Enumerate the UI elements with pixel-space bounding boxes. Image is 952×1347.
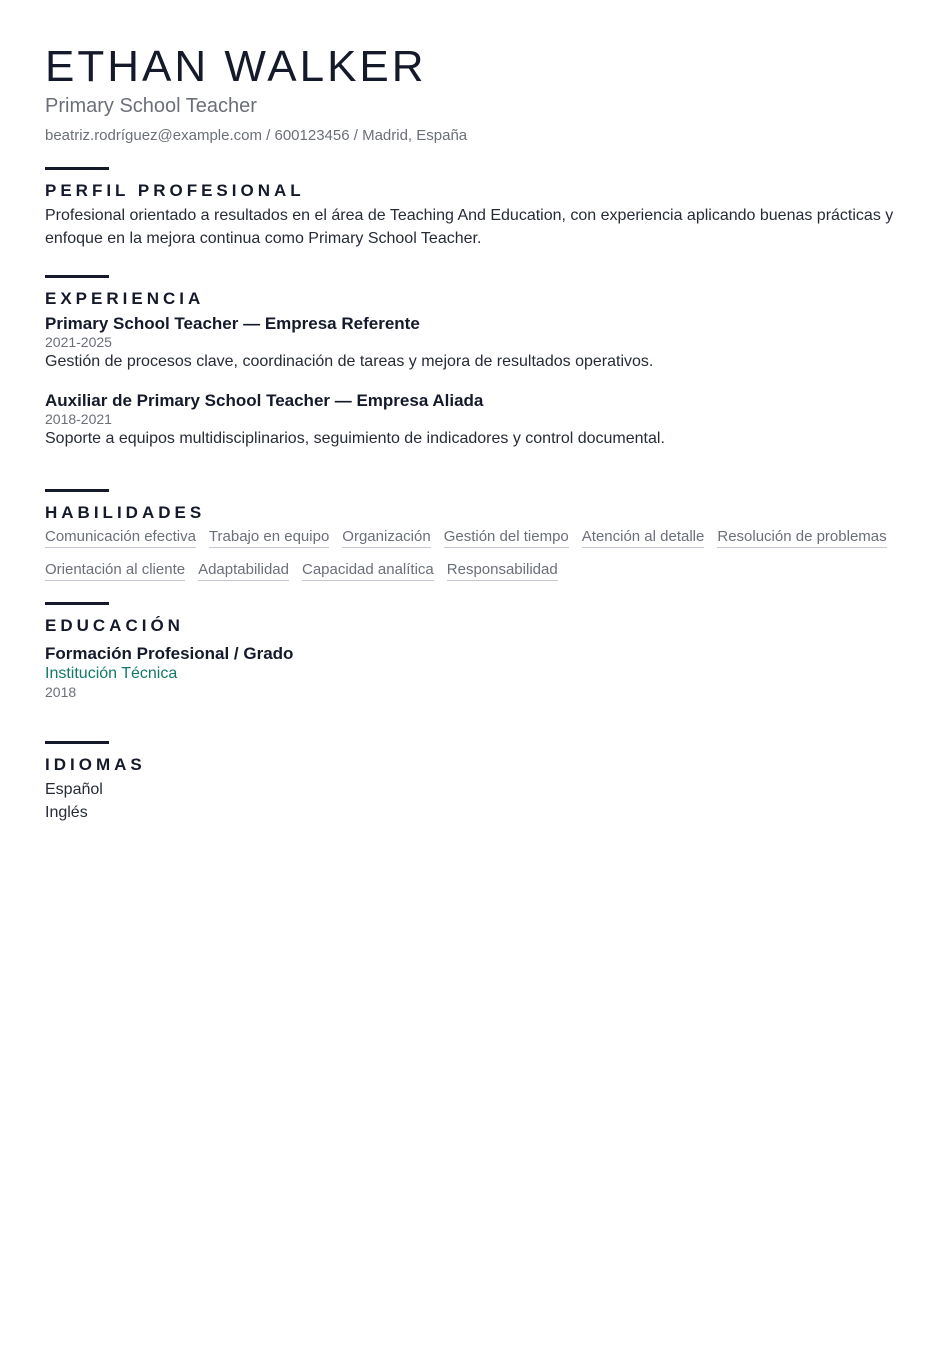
skill-tag: Atención al detalle	[582, 527, 705, 548]
skills-heading: HABILIDADES	[45, 503, 206, 522]
contact-line: beatriz.rodríguez@example.com / 600123456 / Madrid, España	[45, 127, 468, 144]
skill-tag: Responsabilidad	[447, 560, 558, 581]
section-divider	[45, 275, 109, 278]
resume-header	[45, 42, 907, 146]
job-description: Soporte a equipos multidisciplinarios, seguimiento de indicadores y control documental.	[45, 430, 665, 447]
education-section	[45, 602, 907, 702]
skills-section	[45, 489, 907, 593]
language-item: Inglés	[45, 804, 88, 821]
profile-section	[45, 167, 907, 250]
languages-heading: IDIOMAS	[45, 755, 146, 774]
job-entry	[45, 391, 907, 449]
languages-section	[45, 741, 907, 824]
languages-list	[45, 778, 907, 824]
profile-text: Profesional orientado a resultados en el área de Teaching And Education, con experiencia aplicando buenas prácticas y enfoque en la mejora continua como Primary School Teacher.	[45, 207, 894, 247]
skill-tag: Adaptabilidad	[198, 560, 289, 581]
education-institution: Institución Técnica	[45, 665, 178, 682]
experience-section	[45, 275, 907, 449]
language-item: Español	[45, 781, 103, 798]
education-degree: Formación Profesional / Grado	[45, 644, 294, 663]
skill-tag: Gestión del tiempo	[444, 527, 569, 548]
candidate-name: ETHAN WALKER	[45, 42, 427, 91]
section-divider	[45, 741, 109, 744]
job-title: Primary School Teacher — Empresa Referente	[45, 314, 420, 333]
education-heading: EDUCACIÓN	[45, 616, 184, 635]
candidate-role: Primary School Teacher	[45, 95, 257, 117]
skill-tag: Resolución de problemas	[717, 527, 886, 548]
skill-tag: Organización	[342, 527, 430, 548]
skill-tag: Capacidad analítica	[302, 560, 434, 581]
section-divider	[45, 489, 109, 492]
experience-heading: EXPERIENCIA	[45, 289, 205, 308]
skill-tag: Trabajo en equipo	[209, 527, 329, 548]
job-title: Auxiliar de Primary School Teacher — Empresa Aliada	[45, 391, 484, 410]
job-entry	[45, 314, 907, 372]
profile-heading: PERFIL PROFESIONAL	[45, 181, 305, 200]
section-divider	[45, 167, 109, 170]
job-description: Gestión de procesos clave, coordinación de tareas y mejora de resultados operativos.	[45, 353, 654, 370]
section-divider	[45, 602, 109, 605]
education-year: 2018	[45, 684, 77, 700]
job-dates: 2021-2025	[45, 334, 112, 350]
skill-tag: Orientación al cliente	[45, 560, 185, 581]
skill-tag: Comunicación efectiva	[45, 527, 196, 548]
skills-list	[45, 527, 907, 593]
job-dates: 2018-2021	[45, 411, 112, 427]
